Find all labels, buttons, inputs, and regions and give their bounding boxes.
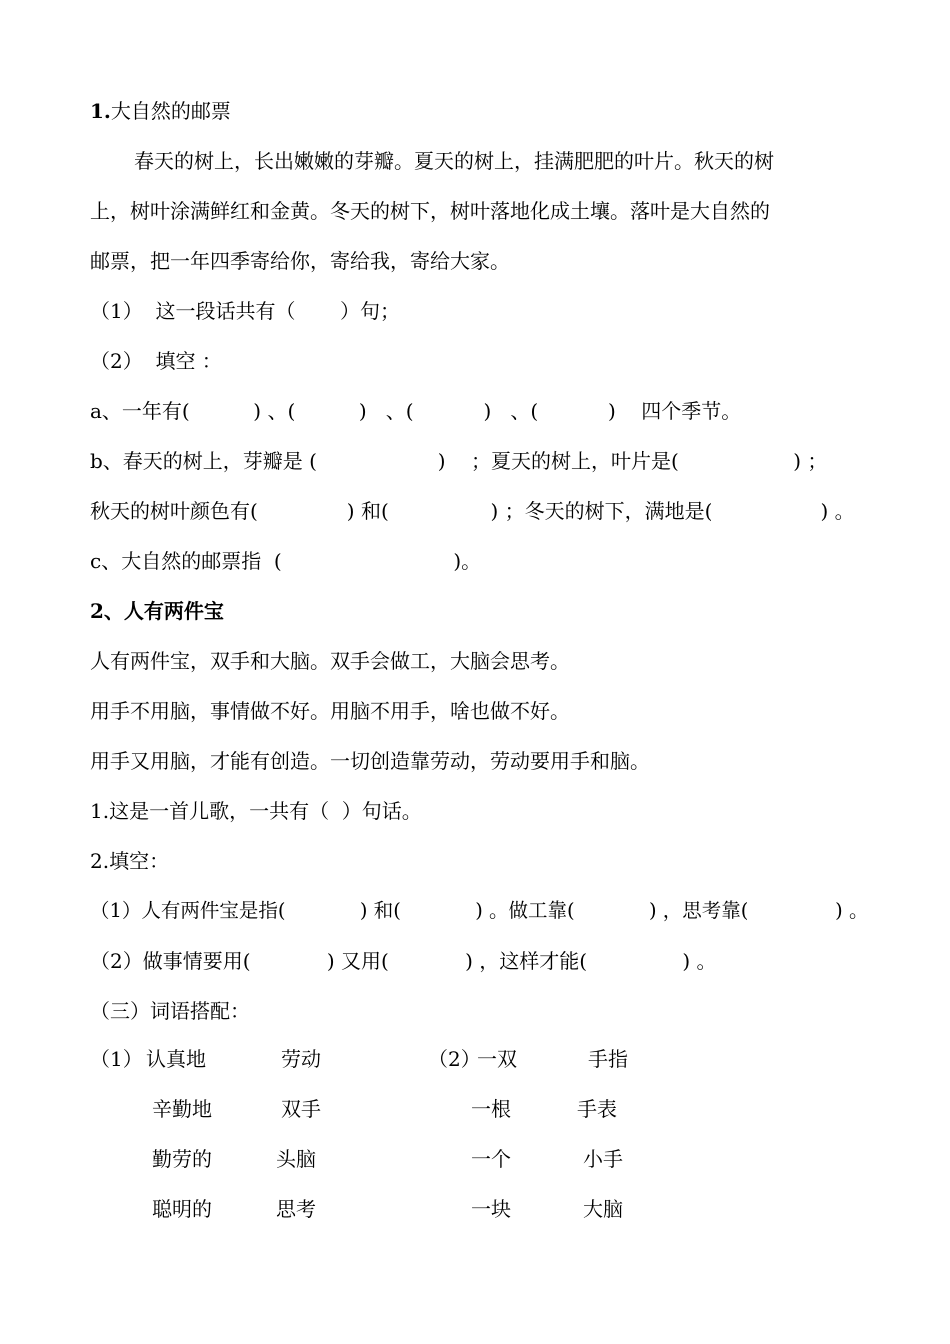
section1-passage-line-1: 春天的树上，长出嫩嫩的芽瓣。夏天的树上，挂满肥肥的叶片。秋天的树 xyxy=(134,149,774,173)
group2-right-item: 手指 xyxy=(588,1047,628,1071)
group1-left-item: 勤劳的 xyxy=(152,1147,212,1171)
section1-question-1: （1） 这一段话共有（ ）句； xyxy=(90,299,400,323)
group1-right-item: 头脑 xyxy=(276,1147,316,1171)
section1-question-b: b、春天的树上，芽瓣是 ( ) ；夏天的树上，叶片是( ) ； xyxy=(90,449,828,473)
section1-title xyxy=(90,98,231,124)
group1-right-item: 双手 xyxy=(281,1097,321,1121)
section2-poem-line-2: 用手不用脑，事情做不好。用脑不用手，啥也做不好。 xyxy=(90,699,570,723)
group2-right-item: 手表 xyxy=(577,1097,617,1121)
section3-title: （三）词语搭配： xyxy=(90,999,250,1023)
group2-right-item: 大脑 xyxy=(583,1197,623,1221)
group1-left-item: 聪明的 xyxy=(152,1197,212,1221)
group1-left-item: 辛勤地 xyxy=(152,1097,212,1121)
section1-question-b-continued: 秋天的树叶颜色有( ) 和( ) ；冬天的树下，满地是( ) 。 xyxy=(90,499,855,523)
section2-poem-line-3: 用手又用脑，才能有创造。一切创造靠劳动，劳动要用手和脑。 xyxy=(90,749,650,773)
section2-question-2: 2.填空： xyxy=(90,849,170,873)
section2-poem-line-1: 人有两件宝，双手和大脑。双手会做工，大脑会思考。 xyxy=(90,649,570,673)
group2-left-item: 一个 xyxy=(471,1147,511,1171)
section1-question-c: c、大自然的邮票指 ( )。 xyxy=(90,549,482,573)
section2-fill-2: （2）做事情要用( ) 又用( ) ，这样才能( ) 。 xyxy=(90,949,717,973)
section1-passage-line-3: 邮票，把一年四季寄给你，寄给我，寄给大家。 xyxy=(90,249,510,273)
section1-title-text: 大自然的邮票 xyxy=(110,99,231,123)
section1-question-2: （2） 填空 ： xyxy=(90,349,222,373)
group1-label: （1） xyxy=(90,1047,143,1071)
section1-title-number: 1. xyxy=(90,99,111,123)
group1-left-item: 认真地 xyxy=(146,1047,206,1071)
section1-question-a: a、一年有( ) 、( ) 、( ) 、( ) 四个季节。 xyxy=(90,399,742,423)
group2-right-item: 小手 xyxy=(583,1147,623,1171)
group2-left-item: 一双 xyxy=(477,1047,517,1071)
section2-question-1: 1.这是一首儿歌，一共有（ ）句话。 xyxy=(90,799,422,823)
group2-left-item: 一根 xyxy=(471,1097,511,1121)
group2-label: （2） xyxy=(428,1047,481,1071)
section1-passage-line-2: 上，树叶涂满鲜红和金黄。冬天的树下，树叶落地化成土壤。落叶是大自然的 xyxy=(90,199,770,223)
section2-title: 2、人有两件宝 xyxy=(90,599,224,623)
section2-fill-1: （1）人有两件宝是指( ) 和( ) 。做工靠( ) ，思考靠( ) 。 xyxy=(90,899,869,922)
group1-right-item: 思考 xyxy=(276,1197,316,1221)
group1-right-item: 劳动 xyxy=(281,1047,321,1071)
group2-left-item: 一块 xyxy=(471,1197,511,1221)
